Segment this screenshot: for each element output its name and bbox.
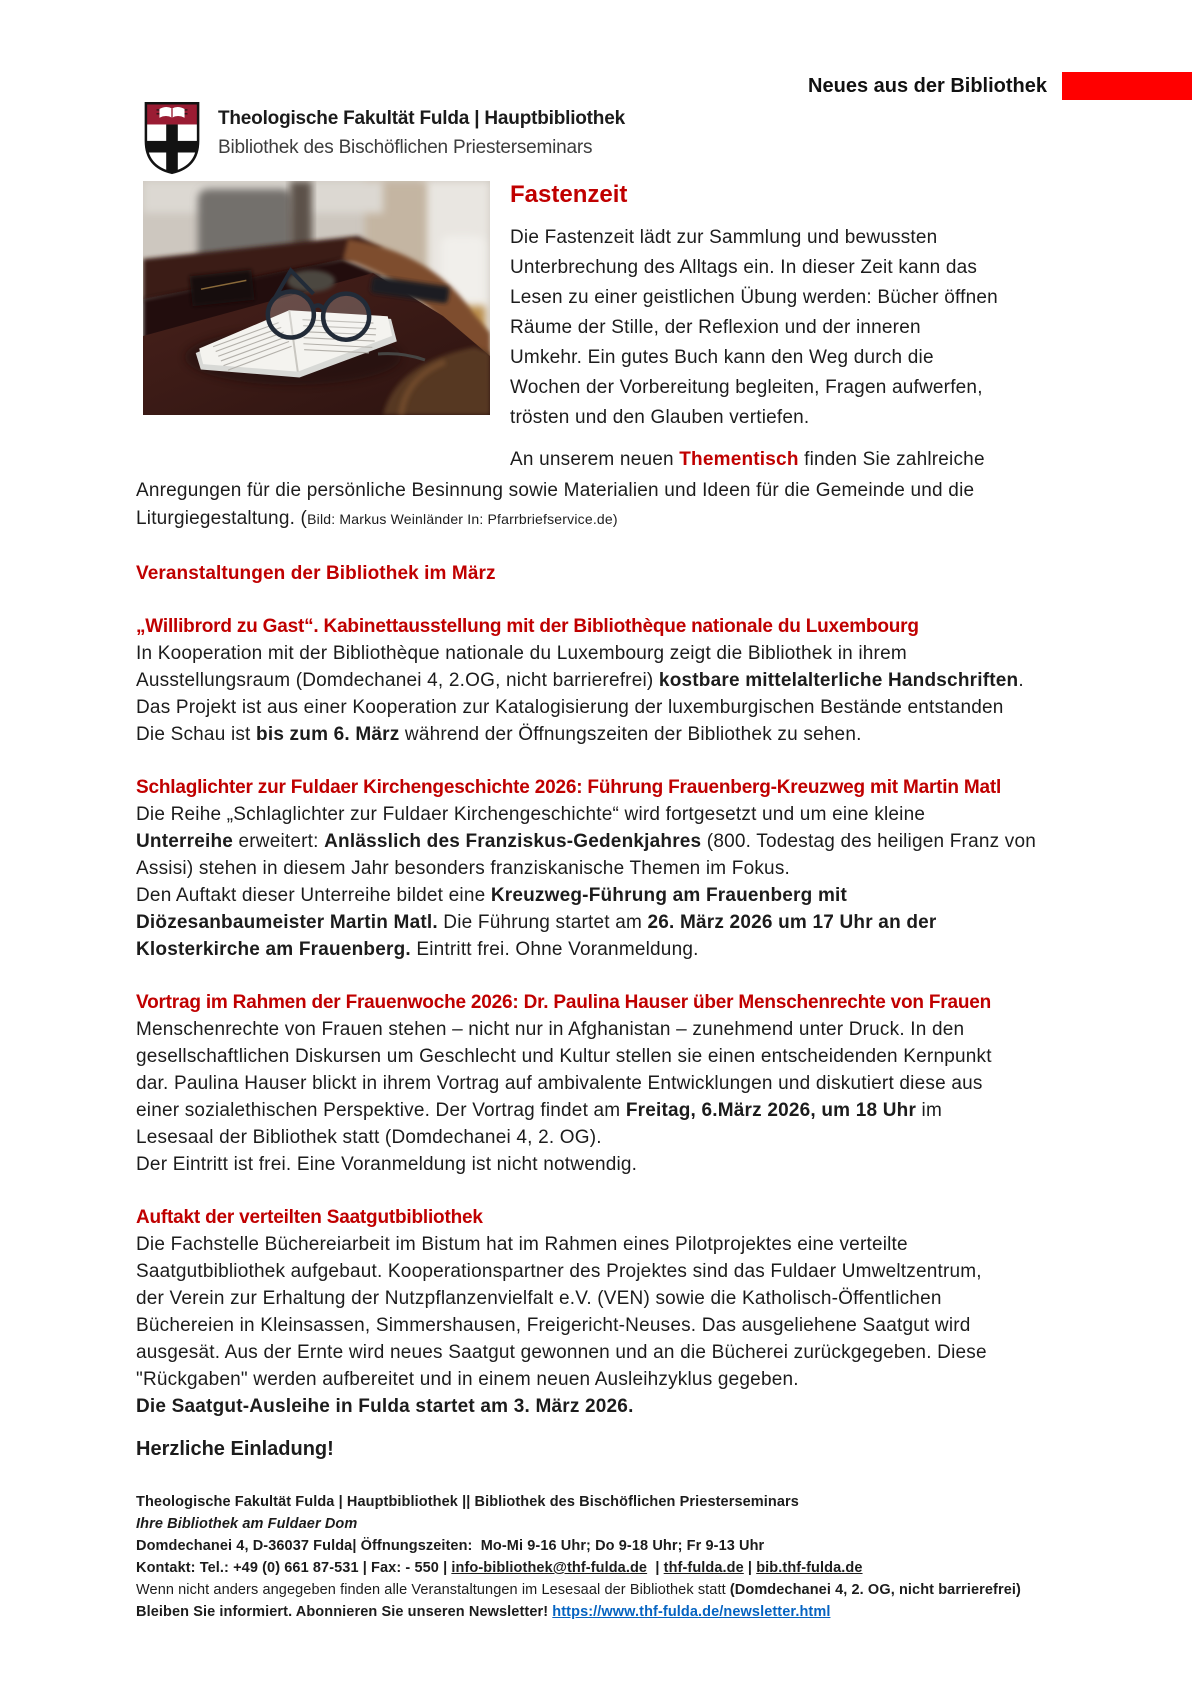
text-line: trösten und den Glauben vertiefen.	[510, 407, 810, 428]
text-line: der Verein zur Erhaltung der Nutzpflanzenvielfalt e.V. (VEN) sowie die Katholisch-Öffentlichen	[136, 1288, 942, 1309]
intro-row	[136, 181, 1096, 477]
text-run: Wenn nicht anders angegeben finden alle Veranstaltungen im Lesesaal der Bibliothek statt	[136, 1582, 730, 1598]
text-run: finden Sie zahlreiche	[798, 449, 985, 470]
org-name-block	[218, 100, 625, 162]
text-run: Kreuzweg-Führung am Frauenberg mit	[490, 885, 848, 906]
text-run: .	[1018, 670, 1024, 691]
text-line: Wochen der Vorbereitung begleiten, Fragen aufwerfen,	[510, 377, 983, 398]
banner	[0, 72, 1192, 100]
footer	[136, 1491, 1096, 1623]
text-line: Unterbrechung des Alltags ein. In dieser Zeit kann das	[510, 257, 978, 278]
text-run: Den Auftakt dieser Unterreihe bildet eine	[136, 885, 491, 906]
text-run: Die Saatgut-Ausleihe in Fulda startet am 3. März 2026.	[136, 1396, 634, 1417]
opac-link[interactable]: bib.thf-fulda.de	[756, 1560, 863, 1576]
text-run: Ihre Bibliothek am Fuldaer Dom	[136, 1516, 358, 1532]
text-run: einer sozialethischen Perspektive. Der Vortrag findet am	[136, 1100, 626, 1121]
text-run: Ausstellungsraum (Domdechanei 4, 2.OG, nicht barrierefrei)	[136, 670, 659, 691]
text-line: dar. Paulina Hauser blickt in ihrem Vortrag auf ambivalente Entwicklungen und diskutiert diese aus	[136, 1073, 983, 1094]
text-line: Saatgutbibliothek aufgebaut. Kooperationspartner des Projektes sind das Fuldaer Umweltzentrum,	[136, 1261, 982, 1282]
section-body	[136, 640, 1096, 748]
text-line	[136, 667, 1096, 694]
text-run: während der Öffnungszeiten der Bibliothek zu sehen.	[399, 724, 862, 745]
text-run: Thementisch	[679, 449, 799, 470]
banner-title: Neues aus der Bibliothek	[808, 74, 1047, 97]
text-line: "Rückgaben" werden aufbereitet und in einem neuen Ausleihzyklus gegeben.	[136, 1369, 799, 1390]
text-line: Die Fastenzeit lädt zur Sammlung und bewussten	[510, 227, 938, 248]
intro-wrap-line: Anregungen für die persönliche Besinnung sowie Materialien und Ideen für die Gemeinde und die	[136, 480, 975, 501]
section-vortrag	[136, 989, 1096, 1178]
text-line	[136, 721, 1096, 748]
text-run: Die Schau ist	[136, 724, 257, 745]
text-line	[136, 909, 1096, 936]
text-run: Anlässlich des Franziskus-Gedenkjahres	[324, 831, 702, 852]
section-title: „Willibrord zu Gast“. Kabinettausstellung mit der Bibliothèque nationale du Luxembourg	[136, 616, 919, 637]
events-heading: Veranstaltungen der Bibliothek im März	[136, 563, 496, 584]
section-schlaglichter	[136, 774, 1096, 963]
text-run: |	[647, 1560, 664, 1576]
text-line	[136, 1393, 1096, 1420]
text-line: Der Eintritt ist frei. Eine Voranmeldung ist nicht notwendig.	[136, 1154, 638, 1175]
text-line	[136, 828, 1096, 855]
section-body	[136, 1016, 1096, 1178]
newsletter-link[interactable]: https://www.thf-fulda.de/newsletter.html	[552, 1604, 831, 1620]
website-link[interactable]: thf-fulda.de	[663, 1560, 744, 1576]
document-body	[136, 181, 1096, 1623]
section-willibrord	[136, 613, 1096, 748]
text-run: Theologische Fakultät Fulda | Hauptbibliothek || Bibliothek des Bischöflichen Priesterseminars	[136, 1494, 799, 1510]
text-line: Menschenrechte von Frauen stehen – nicht nur in Afghanistan – zunehmend unter Druck. In den	[136, 1019, 965, 1040]
text-run: Liturgiegestaltung. (	[136, 508, 308, 529]
text-line	[136, 1491, 1096, 1513]
text-line: gesellschaftlichen Diskursen um Geschlecht und Kultur stellen sie einen entscheidenden Kernpunkt	[136, 1046, 992, 1067]
text-run: Unterreihe	[136, 831, 234, 852]
section-title: Schlaglichter zur Fuldaer Kirchengeschichte 2026: Führung Frauenberg-Kreuzweg mit Martin Matl	[136, 777, 1002, 798]
text-run: Diözesanbaumeister Martin Matl.	[136, 912, 438, 933]
text-line: Lesen zu einer geistlichen Übung werden: Bücher öffnen	[510, 287, 998, 308]
text-run: Die Führung startet am	[437, 912, 648, 933]
org-subtitle: Bibliothek des Bischöflichen Priesterseminars	[218, 137, 593, 158]
logo-header	[143, 100, 625, 181]
section-body	[136, 801, 1096, 963]
text-line	[136, 1579, 1096, 1601]
text-line: In Kooperation mit der Bibliothèque nationale du Luxembourg zeigt die Bibliothek in ihrem	[136, 643, 907, 664]
org-title: Theologische Fakultät Fulda | Hauptbibliothek	[218, 108, 625, 129]
text-run: Bild: Markus Weinländer In: Pfarrbriefservice.de)	[307, 511, 618, 527]
text-line	[136, 1513, 1096, 1535]
text-run: (800. Todestag des heiligen Franz von	[701, 831, 1037, 852]
text-run: Freitag, 6.März 2026, um 18 Uhr	[625, 1100, 917, 1121]
text-run: |	[743, 1560, 757, 1576]
text-line	[136, 882, 1096, 909]
text-run: kostbare mittelalterliche Handschriften	[658, 670, 1019, 691]
text-line	[136, 1097, 1096, 1124]
text-line: Die Fachstelle Büchereiarbeit im Bistum hat im Rahmen eines Pilotprojektes eine verteilte	[136, 1234, 908, 1255]
text-line	[136, 1557, 1096, 1579]
library-crest-icon	[143, 100, 201, 181]
photo-caption-line	[136, 505, 1096, 533]
text-run: Bleiben Sie informiert. Abonnieren Sie unseren Newsletter!	[136, 1604, 553, 1620]
text-run: erweitert:	[233, 831, 325, 852]
text-line	[136, 1535, 1096, 1557]
section-body	[136, 1231, 1096, 1420]
text-line: ausgesät. Aus der Ernte wird neues Saatgut gewonnen und an die Bücherei zurückgegeben. Diese	[136, 1342, 987, 1363]
text-run: 26. März 2026 um 17 Uhr an der	[647, 912, 937, 933]
text-line: Büchereien in Kleinsassen, Simmershausen, Freigericht-Neuses. Das ausgeliehene Saatgut wird	[136, 1315, 971, 1336]
closing-line: Herzliche Einladung!	[136, 1438, 334, 1460]
text-line: Das Projekt ist aus einer Kooperation zur Katalogisierung der luxemburgischen Bestände entstanden	[136, 697, 1004, 718]
text-line: Lesesaal der Bibliothek statt (Domdechanei 4, 2. OG).	[136, 1127, 602, 1148]
article-title: Fastenzeit	[510, 181, 628, 208]
text-line	[136, 1601, 1096, 1623]
thementisch-line	[510, 445, 1096, 475]
text-run: (Domdechanei 4, 2. OG, nicht barrierefrei)	[729, 1582, 1021, 1598]
text-run: Domdechanei 4, D-36037 Fulda| Öffnungszeiten: Mo-Mi 9-16 Uhr; Do 9-18 Uhr; Fr 9-13 Uhr	[136, 1538, 765, 1554]
text-run: Klosterkirche am Frauenberg.	[136, 939, 411, 960]
text-run: im	[916, 1100, 943, 1121]
intro-column	[510, 181, 1096, 475]
red-bar-decoration	[1062, 72, 1192, 100]
section-title: Auftakt der verteilten Saatgutbibliothek	[136, 1207, 483, 1228]
text-line: Assisi) stehen in diesem Jahr besonders franziskanische Themen im Fokus.	[136, 858, 790, 879]
email-link[interactable]: info-bibliothek@thf-fulda.de	[451, 1560, 648, 1576]
text-line: Umkehr. Ein gutes Buch kann den Weg durch die	[510, 347, 934, 368]
section-title: Vortrag im Rahmen der Frauenwoche 2026: Dr. Paulina Hauser über Menschenrechte von Frauen	[136, 992, 992, 1013]
text-run: Eintritt frei. Ohne Voranmeldung.	[410, 939, 699, 960]
section-saatgut	[136, 1204, 1096, 1420]
intro-paragraph	[510, 223, 1096, 433]
text-line: Die Reihe „Schlaglichter zur Fuldaer Kirchengeschichte“ wird fortgesetzt und um eine kleine	[136, 804, 926, 825]
text-line	[136, 936, 1096, 963]
book-photo	[143, 181, 490, 415]
text-run: An unserem neuen	[510, 449, 680, 470]
text-run: bis zum 6. März	[256, 724, 400, 745]
text-run: Kontakt: Tel.: +49 (0) 661 87-531 | Fax: - 550 |	[136, 1560, 452, 1576]
text-line: Räume der Stille, der Reflexion und der inneren	[510, 317, 921, 338]
